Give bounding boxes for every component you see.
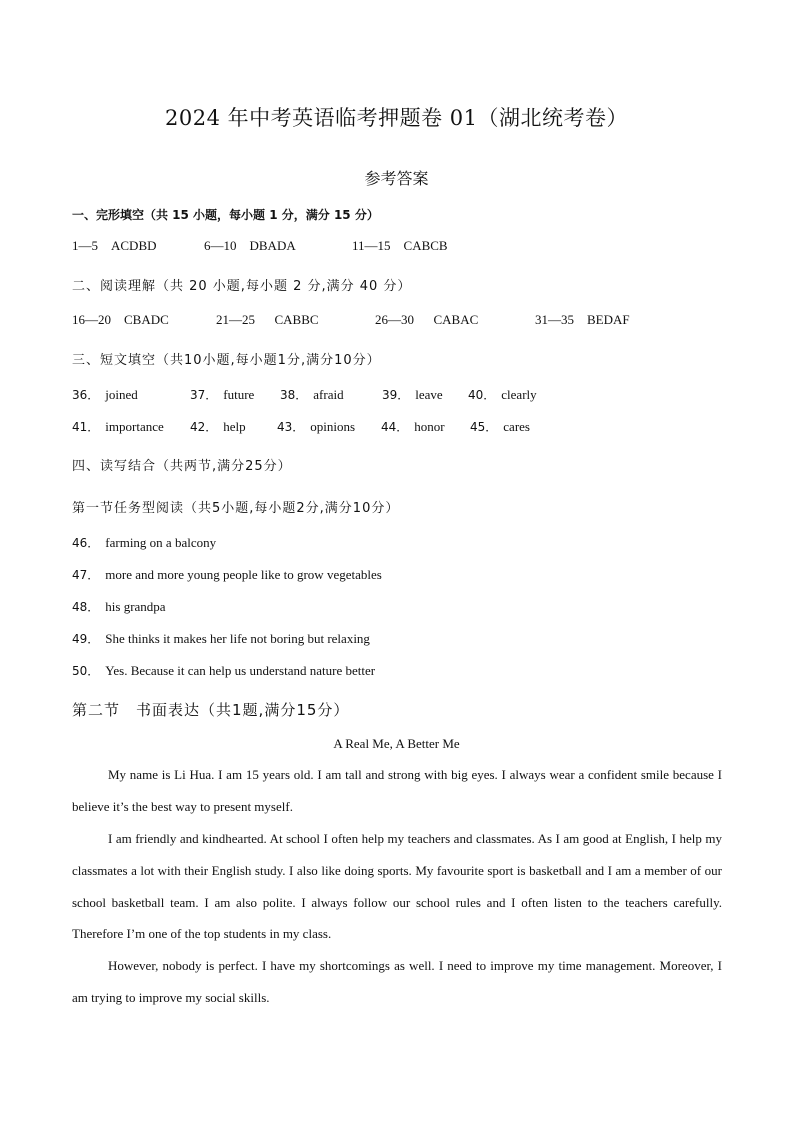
answer-key: BEDAF bbox=[587, 312, 630, 327]
item-word: cares bbox=[503, 419, 530, 434]
fill-answer bbox=[72, 386, 138, 403]
answer-group bbox=[204, 238, 296, 254]
item-word: afraid bbox=[313, 387, 344, 402]
answer-key: CABCB bbox=[403, 238, 448, 253]
item-number: 39． bbox=[382, 388, 410, 402]
answer-group bbox=[352, 238, 448, 254]
item-text: more and more young people like to grow vegetables bbox=[105, 567, 382, 582]
task-answer bbox=[72, 534, 216, 551]
fill-answer bbox=[190, 386, 254, 403]
item-number: 41． bbox=[72, 420, 100, 434]
part1-heading: 第一节任务型阅读（共5小题,每小题2分,满分10分） bbox=[72, 501, 400, 516]
answer-group bbox=[72, 238, 157, 254]
item-number: 42． bbox=[190, 420, 218, 434]
section3-heading: 三、短文填空（共10小题,每小题1分,满分10分） bbox=[72, 353, 381, 368]
essay-paragraph: However, nobody is perfect. I have my shortcomings as well. I need to improve my time management. Moreover, I am trying to improve my social skills. bbox=[72, 958, 722, 1005]
item-text: Yes. Because it can help us understand nature better bbox=[105, 663, 376, 678]
item-word: opinions bbox=[310, 419, 356, 434]
item-word: clearly bbox=[501, 387, 537, 402]
section1-heading: 一、完形填空（共 15 小题，每小题 1 分，满分 15 分） bbox=[72, 208, 379, 222]
item-number: 50． bbox=[72, 664, 100, 678]
item-number: 43． bbox=[277, 420, 305, 434]
answer-range: 1—5 bbox=[72, 238, 98, 253]
fill-answer bbox=[72, 418, 164, 435]
answer-key: CABBC bbox=[274, 312, 319, 327]
answer-range: 21—25 bbox=[216, 312, 255, 327]
answer-key: CBADC bbox=[124, 312, 169, 327]
fill-answer bbox=[280, 386, 344, 403]
item-number: 49． bbox=[72, 632, 100, 646]
item-number: 40． bbox=[468, 388, 496, 402]
item-number: 38． bbox=[280, 388, 308, 402]
page-title: 2024 年中考英语临考押题卷 01（湖北统考卷） bbox=[164, 106, 628, 130]
fill-answer bbox=[382, 386, 443, 403]
item-number: 44． bbox=[381, 420, 409, 434]
answer-range: 26—30 bbox=[375, 312, 414, 327]
item-number: 36． bbox=[72, 388, 100, 402]
task-answer bbox=[72, 630, 370, 647]
part2-heading: 第二节 书面表达（共1题,满分15分） bbox=[72, 701, 350, 719]
answer-range: 6—10 bbox=[204, 238, 237, 253]
essay-paragraph: My name is Li Hua. I am 15 years old. I am tall and strong with big eyes. I always wear a confident smile because I believe it’s the best way to present myself. bbox=[72, 767, 722, 814]
item-text: his grandpa bbox=[105, 599, 166, 614]
answer-range: 11—15 bbox=[352, 238, 391, 253]
item-number: 47． bbox=[72, 568, 100, 582]
section2-heading: 二、阅读理解（共 20 小题,每小题 2 分,满分 40 分） bbox=[72, 279, 412, 294]
section4-heading: 四、读写结合（共两节,满分25分） bbox=[72, 459, 292, 474]
item-number: 48． bbox=[72, 600, 100, 614]
answer-group bbox=[535, 312, 630, 328]
task-answer bbox=[72, 598, 166, 615]
fill-answer bbox=[190, 418, 246, 435]
fill-answer bbox=[470, 418, 530, 435]
item-text: farming on a balcony bbox=[105, 535, 217, 550]
task-answer bbox=[72, 566, 382, 583]
answer-key: DBADA bbox=[249, 238, 296, 253]
item-word: honor bbox=[414, 419, 445, 434]
item-number: 45． bbox=[470, 420, 498, 434]
item-word: help bbox=[223, 419, 246, 434]
essay-title: A Real Me, A Better Me bbox=[333, 736, 460, 751]
fill-answer bbox=[381, 418, 445, 435]
item-word: future bbox=[223, 387, 255, 402]
answer-range: 16—20 bbox=[72, 312, 111, 327]
item-number: 37． bbox=[190, 388, 218, 402]
answer-range: 31—35 bbox=[535, 312, 574, 327]
item-word: leave bbox=[415, 387, 443, 402]
item-word: joined bbox=[105, 387, 138, 402]
answer-group bbox=[375, 312, 478, 328]
fill-answer bbox=[277, 418, 355, 435]
answer-group bbox=[72, 312, 169, 328]
item-word: importance bbox=[105, 419, 164, 434]
essay-paragraph: I am friendly and kindhearted. At school I often help my teachers and classmates. As I am good at English, I help my classmates a lot with their English study. I also like doing sports. My favourite sport is basketball and I am a member of our school basketball team. I am also polite. I always follow our school rules and I often listen to the teachers carefully. Therefore I’m one of the top students in my class. bbox=[72, 831, 722, 942]
item-number: 46． bbox=[72, 536, 100, 550]
answer-key: ACDBD bbox=[111, 238, 157, 253]
task-answer bbox=[72, 662, 375, 679]
fill-answer bbox=[468, 386, 537, 403]
page-subtitle: 参考答案 bbox=[364, 169, 429, 188]
item-text: She thinks it makes her life not boring but relaxing bbox=[105, 631, 370, 646]
answer-group bbox=[216, 312, 319, 328]
answer-key: CABAC bbox=[433, 312, 479, 327]
